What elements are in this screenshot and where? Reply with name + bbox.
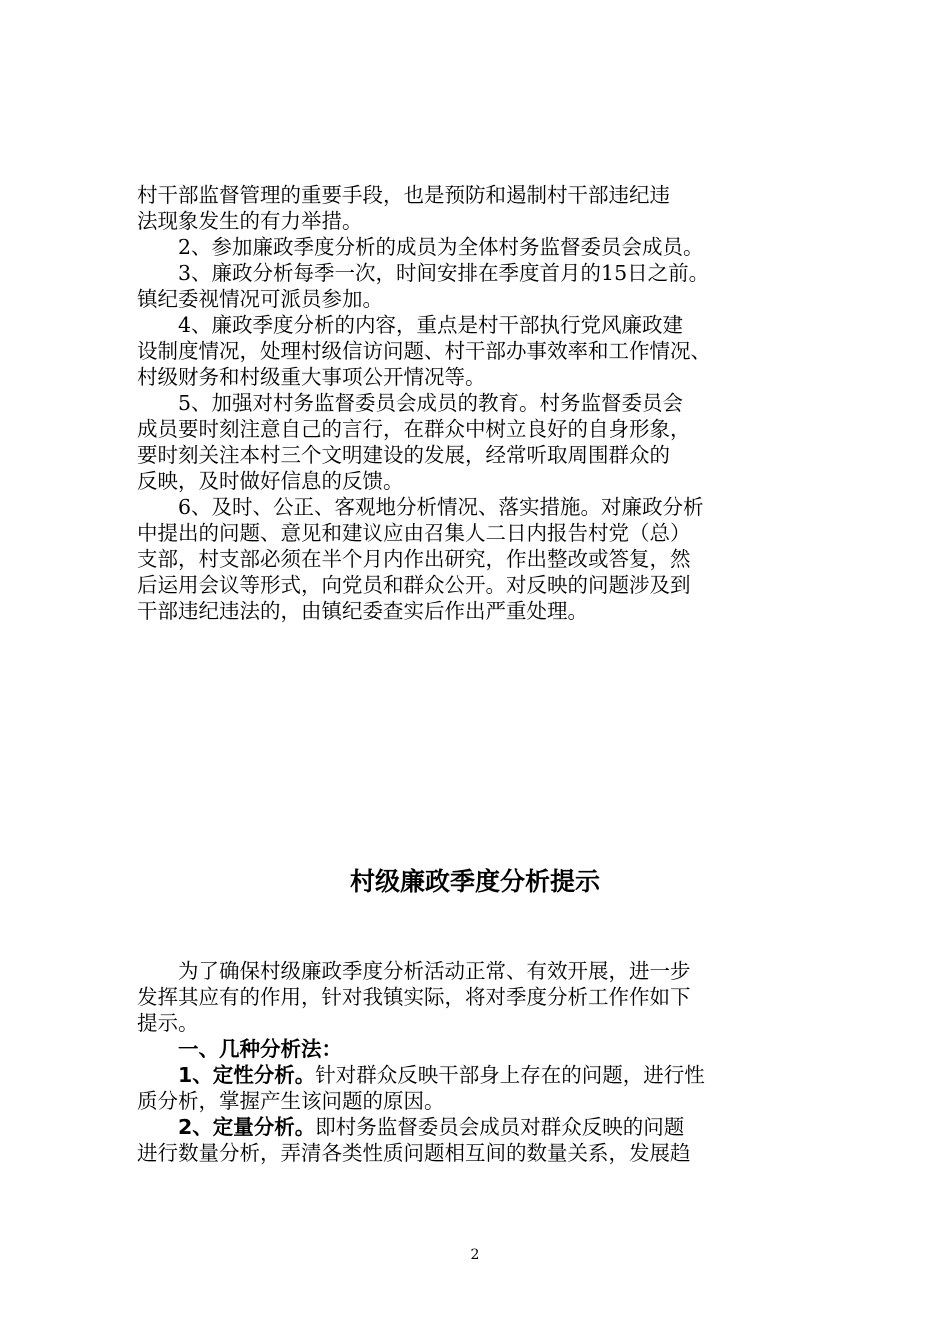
body-line: 村干部监督管理的重要手段，也是预防和遏制村干部违纪违 bbox=[137, 183, 670, 207]
body-line: 4、廉政季度分析的内容，重点是村干部执行党风廉政建 bbox=[178, 313, 684, 337]
body-line: 村级财务和村级重大事项公开情况等。 bbox=[137, 365, 486, 389]
intro-line: 提示。 bbox=[137, 1011, 199, 1035]
body-line: 法现象发生的有力举措。 bbox=[137, 209, 363, 233]
body-line: 后运用会议等形式，向党员和群众公开。对反映的问题涉及到 bbox=[137, 573, 691, 597]
body-line: 3、廉政分析每季一次，时间安排在季度首月的15日之前。 bbox=[178, 261, 710, 285]
item-line: 质分析，掌握产生该问题的原因。 bbox=[137, 1089, 445, 1113]
section-analysis-tips bbox=[137, 958, 737, 1166]
body-line: 反映，及时做好信息的反馈。 bbox=[137, 469, 404, 493]
body-line: 干部违纪违法的，由镇纪委查实后作出严重处理。 bbox=[137, 599, 588, 623]
section-regulations bbox=[137, 182, 737, 624]
document-title: 村级廉政季度分析提示 bbox=[349, 867, 600, 896]
body-line: 支部，村支部必须在半个月内作出研究，作出整改或答复，然 bbox=[137, 547, 691, 571]
page-number: 2 bbox=[470, 1247, 480, 1263]
body-line: 要时刻关注本村三个文明建设的发展，经常听取周围群众的 bbox=[137, 443, 670, 467]
intro-line: 为了确保村级廉政季度分析活动正常、有效开展，进一步 bbox=[178, 959, 691, 983]
item-line bbox=[137, 1114, 737, 1140]
body-line: 6、及时、公正、客观地分析情况、落实措施。对廉政分析 bbox=[178, 495, 704, 519]
item-label: 2、定量分析。 bbox=[178, 1115, 316, 1139]
section-heading: 一、几种分析法： bbox=[178, 1037, 342, 1061]
item-line: 进行数量分析，弄清各类性质问题相互间的数量关系，发展趋 bbox=[137, 1141, 691, 1165]
body-line: 中提出的问题、意见和建议应由召集人二日内报告村党（总） bbox=[137, 521, 691, 545]
item-text: 即村务监督委员会成员对群众反映的问题 bbox=[315, 1115, 685, 1139]
item-line bbox=[137, 1062, 737, 1088]
body-line: 5、加强对村务监督委员会成员的教育。村务监督委员会 bbox=[178, 391, 684, 415]
body-line: 成员要时刻注意自己的言行，在群众中树立良好的自身形象， bbox=[137, 417, 691, 441]
item-label: 1、定性分析。 bbox=[178, 1063, 316, 1087]
body-line: 镇纪委视情况可派员参加。 bbox=[137, 287, 383, 311]
body-line: 设制度情况，处理村级信访问题、村干部办事效率和工作情况、 bbox=[137, 339, 711, 363]
body-line: 2、参加廉政季度分析的成员为全体村务监督委员会成员。 bbox=[178, 235, 704, 259]
intro-line: 发挥其应有的作用，针对我镇实际，将对季度分析工作作如下 bbox=[137, 985, 691, 1009]
item-text: 针对群众反映干部身上存在的问题，进行性 bbox=[315, 1063, 705, 1087]
